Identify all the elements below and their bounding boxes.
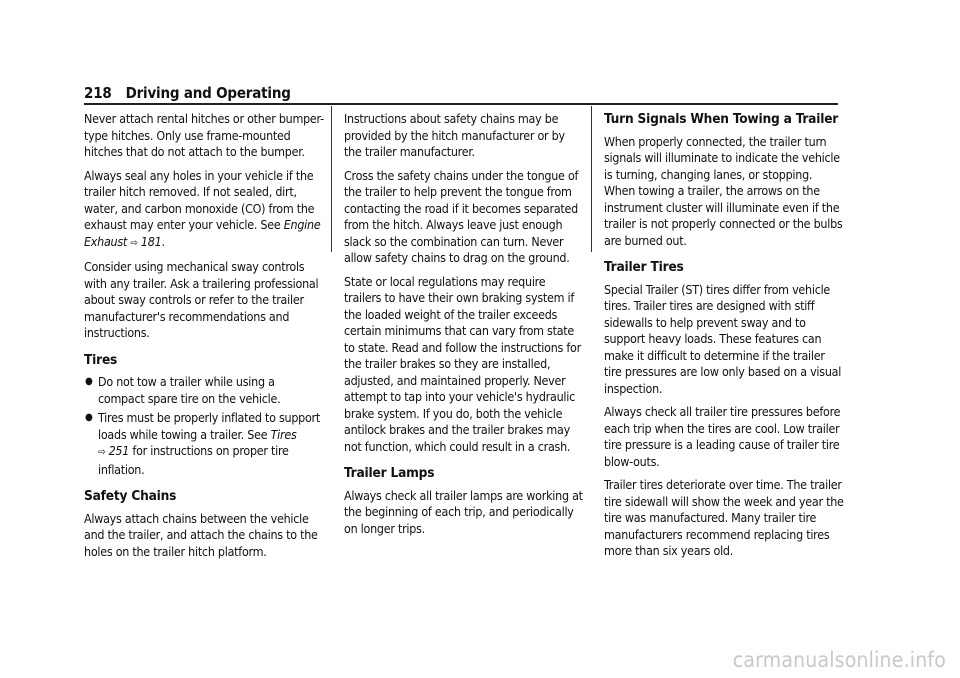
paragraph: Always check all trailer tire pressures before each trip when the tires are cool. Low trailer tire pressure is a leading cause of trailer tire blow-outs. xyxy=(604,404,841,469)
paragraph: Instructions about safety chains may be provided by the hitch manufacturer or by the trailer manufacturer. xyxy=(344,111,565,159)
text: for instructions on proper tire inflation. xyxy=(98,443,289,477)
column-divider-1 xyxy=(331,106,332,252)
page-ref-icon: ⇨ xyxy=(98,447,106,458)
paragraph xyxy=(84,168,324,253)
text: Tires must be properly inflated to support loads while towing a trailer. See xyxy=(98,410,320,442)
text: Do not tow a trailer while using a compact spare tire on the vehicle. xyxy=(98,374,281,406)
paragraph: Special Trailer (ST) tires differ from vehicle tires. Trailer tires are designed with stiff sidewalls to help prevent sway and to support heavy loads. These features can make it difficult to determine if the trailer tire pressures are low only based on a visual inspection. xyxy=(604,281,842,396)
page-header xyxy=(84,84,291,102)
section-title: Driving and Operating xyxy=(125,84,291,102)
bullet-list xyxy=(84,374,324,478)
heading-trailer-tires: Trailer Tires xyxy=(604,259,684,275)
list-item xyxy=(84,374,324,407)
page-ref-icon: ⇨ xyxy=(130,237,138,249)
xref-engine-exhaust-link[interactable]: Engine Exhaust xyxy=(84,217,321,249)
xref-page[interactable]: 181 xyxy=(140,233,162,249)
paragraph: Consider using mechanical sway controls with any trailer. Ask a trailering professional about sway controls or refer to the trailer manufacturer's recommendations and instructions. xyxy=(84,259,319,340)
paragraph: State or local regulations may require trailers to have their own braking system if the loaded weight of the trailer exceeds certain minimums that can vary from state to state. Read and follow the instructions for the trailer brakes so they are installed, adjusted, and maintained properly. Never attempt to tap into your vehicle's hydraulic brake system. If you do, both the vehicle antilock brakes and the trailer brakes may not function, which could result in a crash. xyxy=(344,273,581,454)
paragraph: Never attach rental hitches or other bumper-type hitches. Only use frame-mounted hitches that do not attach to the bumper. xyxy=(84,111,324,159)
text: Always seal any holes in your vehicle if the trailer hitch removed. If not sealed, dirt, water, and carbon monoxide (CO) from the exhaust may enter your vehicle. See xyxy=(84,167,315,232)
bullet-icon: ● xyxy=(85,376,93,387)
list-item xyxy=(84,410,324,478)
text: . xyxy=(161,233,165,249)
column-3 xyxy=(604,111,844,567)
watermark: carmanualsonline.info xyxy=(732,648,946,672)
paragraph: Always check all trailer lamps are working at the beginning of each trip, and periodically on longer trips. xyxy=(344,487,583,536)
column-1 xyxy=(84,111,324,567)
heading-tires: Tires xyxy=(84,351,118,368)
paragraph: Trailer tires deteriorate over time. The trailer tire sidewall will show the week and year the tire was manufactured. Many trailer tire manufacturers recommend replacing tires more than six years old. xyxy=(604,477,844,558)
column-2 xyxy=(344,111,584,544)
header-rule xyxy=(84,103,838,105)
column-divider-2 xyxy=(591,106,592,252)
heading-turn-signals: Turn Signals When Towing a Trailer xyxy=(604,111,839,127)
paragraph: Cross the safety chains under the tongue of the trailer to help prevent the tongue from contacting the road if it becomes separated from the hitch. Always leave just enough slack so the combination can turn. Never allow safety chains to drag on the ground. xyxy=(344,167,579,265)
bullet-icon: ● xyxy=(85,412,93,423)
xref-page[interactable]: 251 xyxy=(108,443,130,458)
xref-tires-link[interactable]: Tires xyxy=(270,426,297,442)
page-number: 218 xyxy=(84,84,112,102)
heading-safety-chains: Safety Chains xyxy=(84,488,177,504)
heading-trailer-lamps: Trailer Lamps xyxy=(344,465,435,481)
paragraph: Always attach chains between the vehicle and the trailer, and attach the chains to the holes on the trailer hitch platform. xyxy=(84,510,318,559)
paragraph: When properly connected, the trailer turn signals will illuminate to indicate the vehicle is turning, changing lanes, or stopping. When towing a trailer, the arrows on the instrument cluster will illuminate even if the trailer is not properly connected or the bulbs are burned out. xyxy=(604,133,843,248)
